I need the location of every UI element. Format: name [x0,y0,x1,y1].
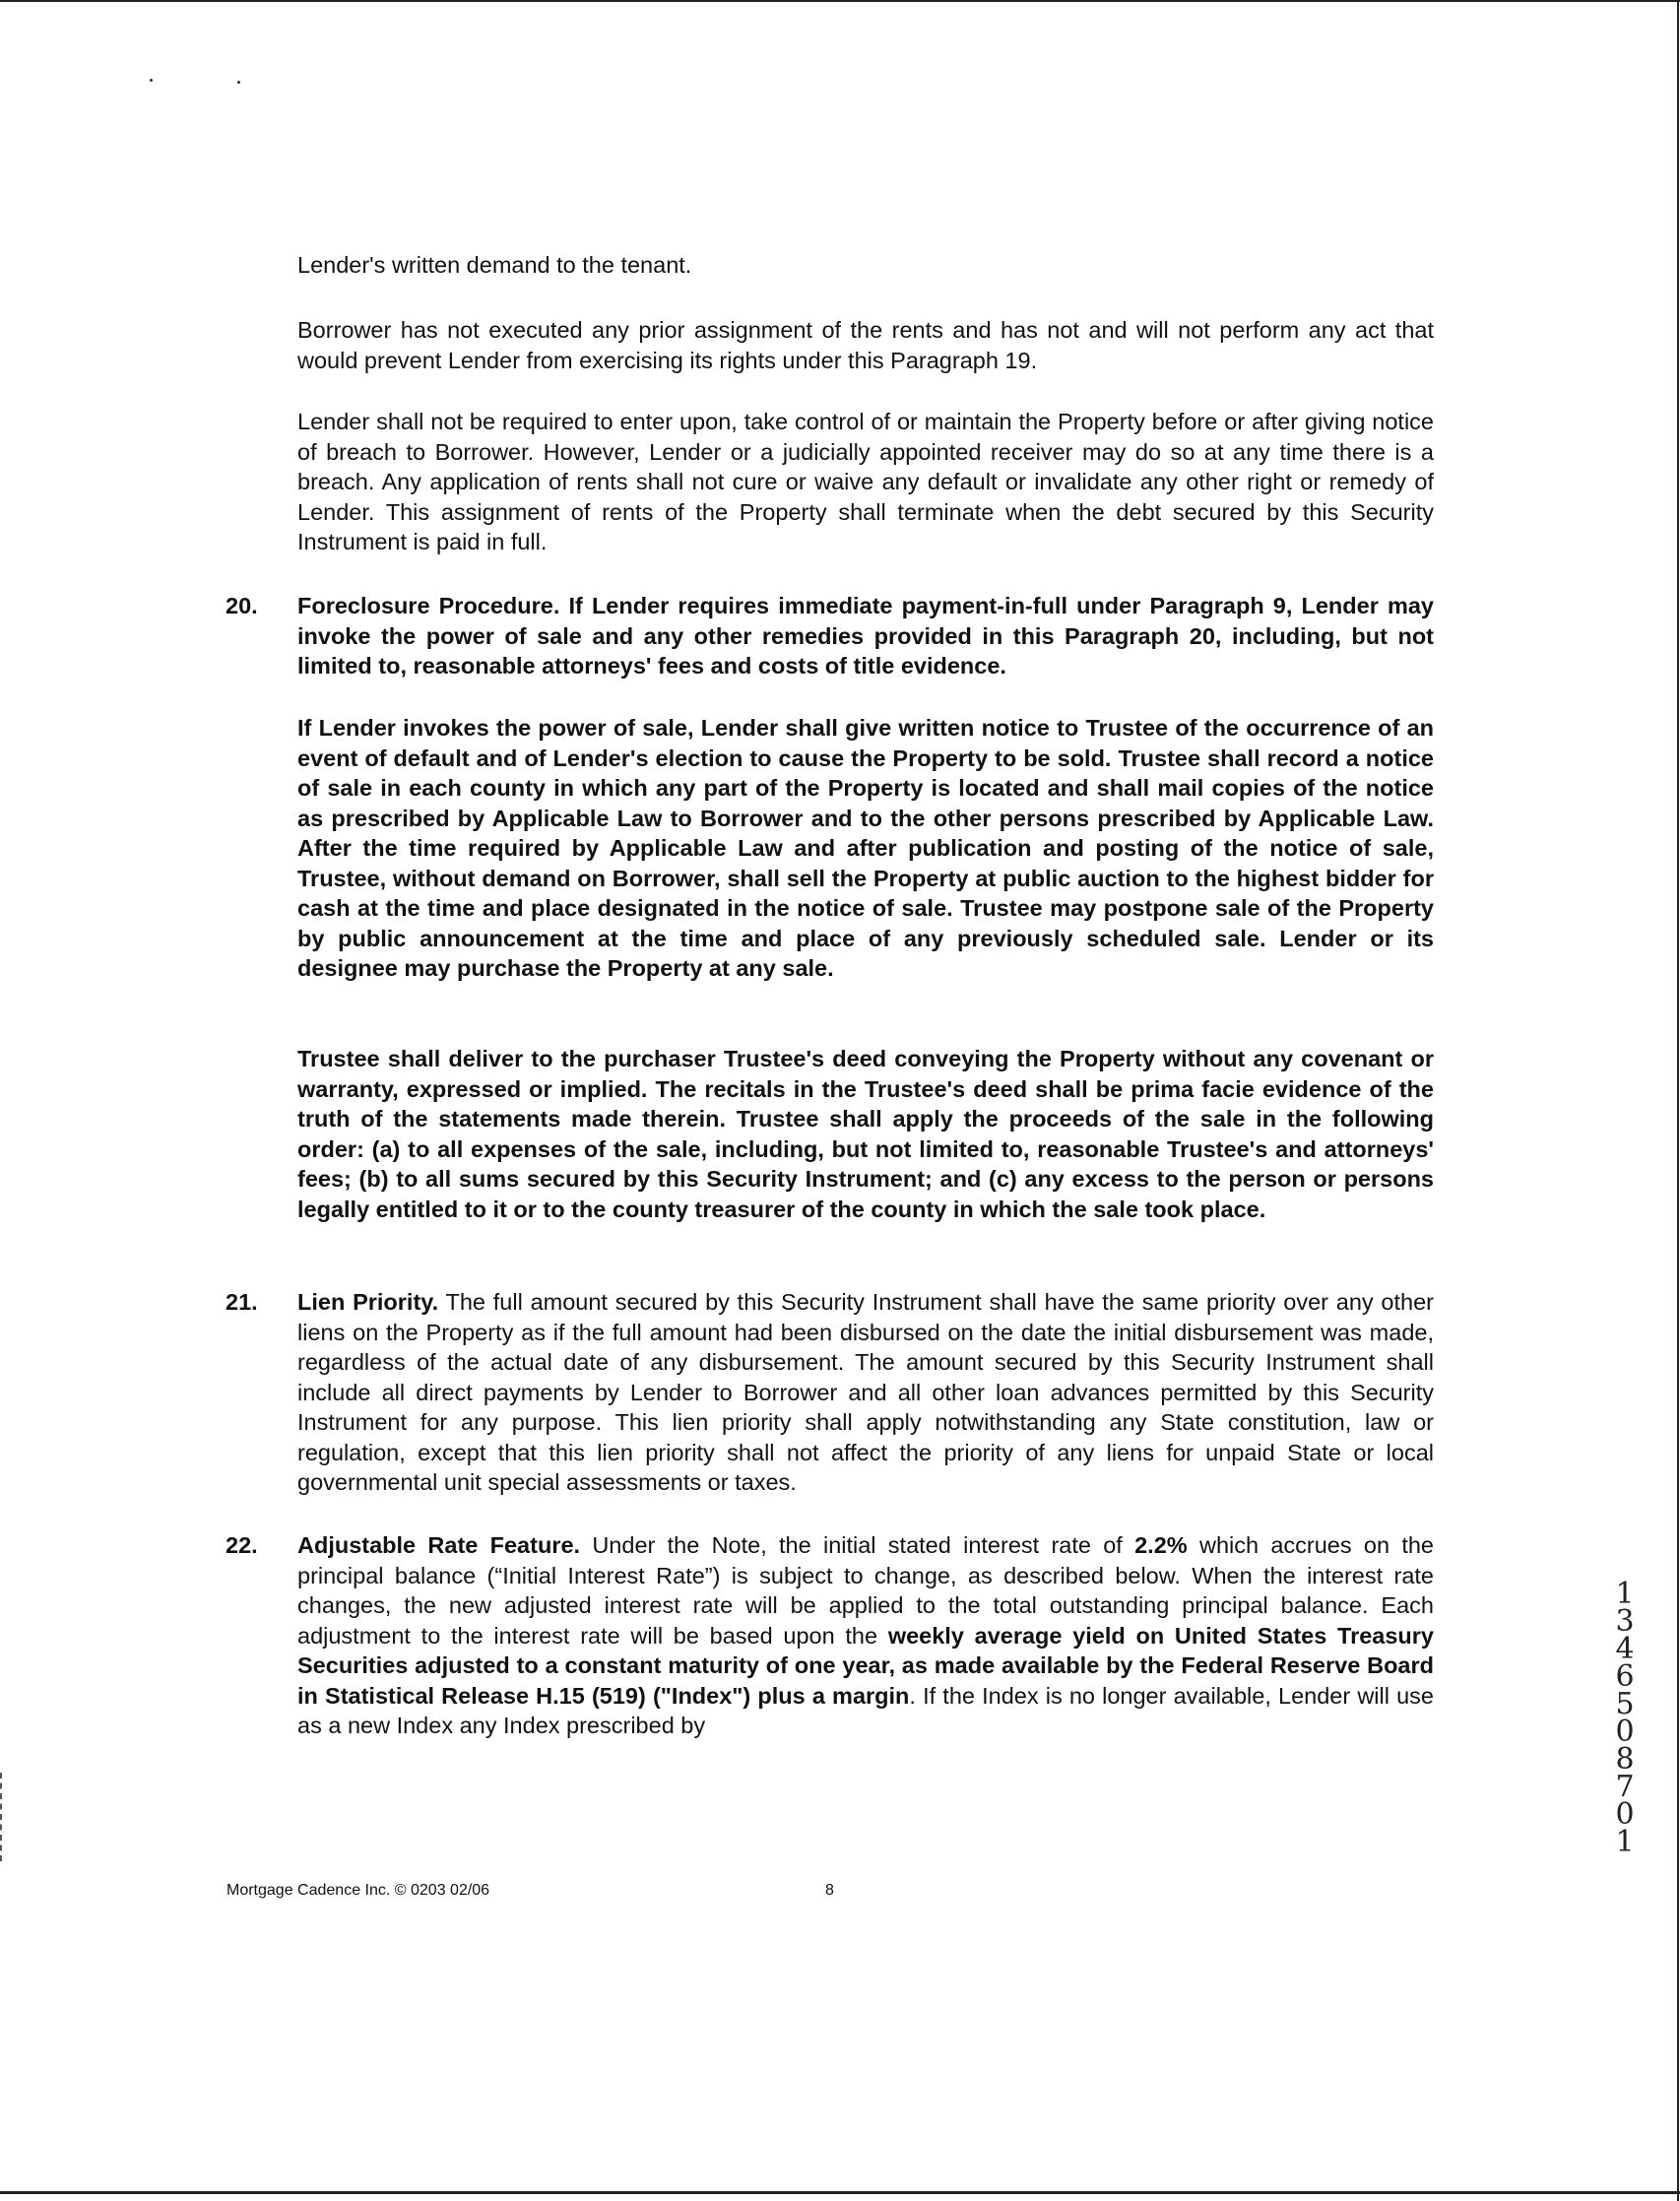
section-20-trustee-deed: Trustee shall deliver to the purchaser Trustee's deed conveying the Property without any covenant or warranty, expressed or implied. The recitals in the Trustee's deed shall be prima facie evidence of the truth of the statements made therein. Trustee shall apply the proceeds of the sale in the following order: (a) to all expenses of the sale, including, but not limited to, reasonable Trustee's and attorneys' fees; (b) to all sums secured by this Security Instrument; and (c) any excess to the person or persons legally entitled to it or to the county treasurer of the county in which the sale took place. [297,1046,1434,1222]
section-22-adjustable-rate [297,1530,1434,1741]
footer-copyright: Mortgage Cadence Inc. © 0203 02/06 [226,1882,490,1899]
paragraph-intro-1: Lender's written demand to the tenant. [297,252,692,278]
scan-border-bottom [0,2191,1680,2194]
section-21-number: 21. [226,1289,258,1315]
scan-border-right [1677,0,1679,2201]
section-21-body: The full amount secured by this Security Instrument shall have the same priority over any other liens on the Property as if the full amount had been disbursed on the date the initial disbursement was made, regardless of the actual date of any disbursement. The amount secured by this Security Instrument shall include all direct payments by Lender to Borrower and all other loan advances permitted by this Security Instrument for any purpose. This lien priority shall apply notwithstanding any State constitution, law or regulation, except that this lien priority shall not affect the priority of any liens for unpaid State or local governmental unit special assessments or taxes. [297,1289,1434,1495]
paragraph-intro-2: Borrower has not executed any prior assignment of the rents and has not and will not perform any act that would prevent Lender from exercising its rights under this Paragraph 19. [297,317,1434,373]
paragraph-intro-3: Lender shall not be required to enter upon, take control of or maintain the Property before or after giving notice of breach to Borrower. However, Lender or a judicially appointed receiver may do so at any time there is a breach. Any application of rents shall not cure or waive any default or invalidate any other right or remedy of Lender. This assignment of rents of the Property shall terminate when the debt secured by this Security Instrument is paid in full. [297,409,1434,554]
scan-speck [237,81,240,84]
section-22-text-b: which accrues on the principal balance (“Initial Interest Rate”) is subject to change, as described below. When the interest rate changes, the new adjusted interest rate will be applied to the total outstanding principal balance. Each adjustment to the interest rate will be based upon the [297,1532,1434,1649]
footer-page-number: 8 [825,1882,834,1899]
section-22-text-a: Under the Note, the initial stated interest rate of [580,1532,1135,1558]
scan-speck [150,79,153,82]
section-22-text-c: . If the Index is no longer available, Lender will use as a new Index any Index prescribed by [297,1682,1434,1738]
section-22-title: Adjustable Rate Feature. [297,1532,581,1558]
section-21-title: Lien Priority. [297,1289,439,1315]
section-20-number: 20. [226,593,258,618]
scan-border-top [0,0,1680,2]
section-22-index: weekly average yield on United States Treasury Securities adjusted to a constant maturity of one year, as made available by the Federal Reserve Board in Statistical Release H.15 (519) ("Index") plus a margin [297,1622,1434,1709]
section-21-lien-priority [297,1287,1434,1498]
section-20-foreclosure: Foreclosure Procedure. If Lender requires immediate payment-in-full under Paragraph 9, Lender may invoke the power of sale and any other remedies provided in this Paragraph 20, including, but not limited to, reasonable attorneys' fees and costs of title evidence. [297,593,1434,679]
document-number-stamp: 1346508701 [1615,1577,1635,1859]
section-20-power-of-sale: If Lender invokes the power of sale, Lender shall give written notice to Trustee of the occurrence of an event of default and of Lender's election to cause the Property to be sold. Trustee shall record a notice of sale in each county in which any part of the Property is located and shall mail copies of the notice as prescribed by Applicable Law to Borrower and to the other persons prescribed by Applicable Law. After the time required by Applicable Law and after publication and posting of the notice of sale, Trustee, without demand on Borrower, shall sell the Property at public auction to the highest bidder for cash at the time and place designated in the notice of sale. Trustee may postpone sale of the Property by public announcement at the time and place of any previously scheduled sale. Lender or its designee may purchase the Property at any sale. [297,715,1434,981]
section-22-rate: 2.2% [1134,1532,1188,1558]
section-22-number: 22. [226,1532,258,1558]
scan-edge-marks [0,1773,5,1861]
